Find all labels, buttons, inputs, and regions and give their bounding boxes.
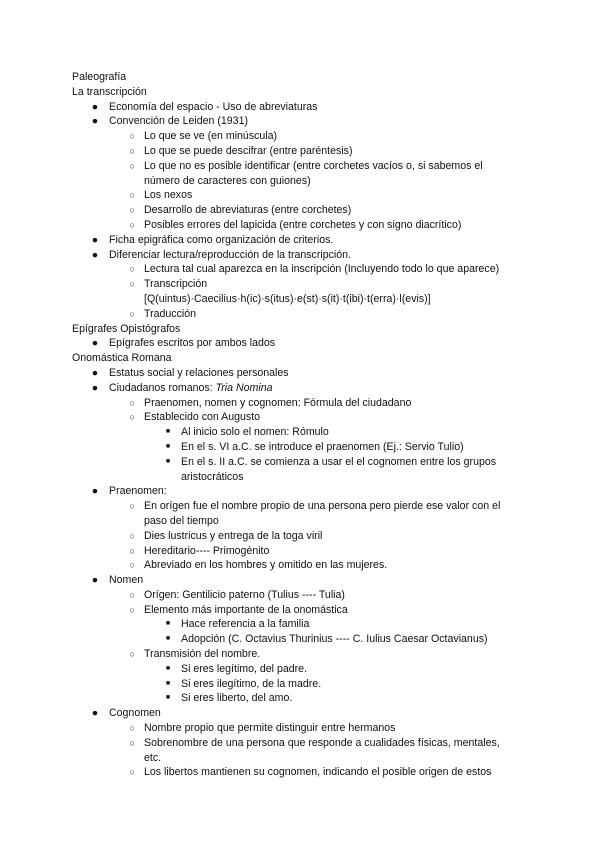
bullet-icon: ○ [129,131,135,142]
italic-term: Tria Nomina [215,381,273,394]
bullet-icon: ■ [165,442,171,450]
list-item: ● Epígrafes escritos por ambos lados [91,337,276,350]
list-item: ● Economía del espacio - Uso de abreviaturas [91,100,318,113]
bullet-icon: ● [91,337,99,350]
list-item: ■ Hace referencia a la familia [72,617,532,632]
list-item: ● Convención de Leiden (1931) [91,115,248,128]
bullet-icon: ○ [129,649,135,660]
list-item: ○ Hereditario---- Primogénito [72,544,532,559]
bullet-icon: ○ [129,145,135,156]
transcription-example: [Q(uintus)·Caecilius·h(ic)·s(itus)·e(st)·s(it)·t(ibi)·t(erra)·l(evis)] [144,292,431,305]
list-item-continuation: número de caracteres con guiones) [144,174,311,187]
bullet-icon: ● [91,115,99,128]
bullet-icon: ○ [129,264,135,275]
list-item: ● Estatus social y relaciones personales [91,366,289,379]
list-item: ● Praenomen: [91,485,167,498]
bullet-icon: ○ [129,219,135,230]
list-item: ○ Establecido con Augusto [72,410,532,425]
list-item: ■ Adopción (C. Octavius Thurinius ---- C. Iulius Caesar Octavianus) [72,632,532,647]
list-item: ○ Elemento más importante de la onomástica [72,603,532,618]
bullet-icon: ● [91,485,99,498]
bullet-icon: ○ [129,737,135,748]
bullet-icon: ○ [129,560,135,571]
bullet-icon: ■ [165,679,171,687]
section-heading-transcripcion: La transcripción [72,85,147,98]
list-item: ○ Lectura tal cual aparezca en la inscripción (Incluyendo todo lo que aparece) [72,262,532,277]
bullet-icon: ● [91,381,99,394]
list-item: ○ Transcripción [72,277,532,292]
list-item: ○ Desarrollo de abreviaturas (entre corchetes) [72,203,532,218]
bullet-icon: ■ [165,694,171,702]
list-item: ● Diferenciar lectura/reproducción de la transcripción. [91,248,352,261]
list-item: ● Ciudadanos romanos: Tria Nomina [91,381,273,394]
list-item: ○ En orígen fue el nombre propio de una persona pero pierde ese valor con el [72,499,532,514]
list-item: ○ Praenomen, nomen y cognomen: Fórmula del ciudadano [72,396,532,411]
list-item: ○ Los nexos [72,188,532,203]
list-item: ○ Sobrenombre de una persona que responde a cualidades físicas, mentales, [72,736,532,751]
section-heading-onomastica: Onomástica Romana [72,352,172,365]
bullet-icon: ● [91,574,99,587]
document-title: Paleografía [72,71,127,83]
list-item: ■ Al inicio solo el nomen: Rómulo [72,425,532,440]
bullet-icon: ○ [129,723,135,734]
bullet-icon: ○ [129,530,135,541]
bullet-icon: ○ [129,412,135,423]
bullet-icon: ○ [129,190,135,201]
list-item-continuation: etc. [144,751,162,764]
list-item: ○ Traducción [72,307,532,322]
bullet-icon: ○ [129,501,135,512]
bullet-icon: ■ [165,635,171,643]
bullet-icon: ■ [165,664,171,672]
list-item: ○ Nombre propio que permite distinguir entre hermanos [72,721,532,736]
list-item: ■ Si eres ilegítimo, de la madre. [72,677,532,692]
bullet-icon: ○ [129,308,135,319]
bullet-icon: ○ [129,767,135,778]
bullet-icon: ■ [165,428,171,436]
list-item: ○ Lo que se ve (en minúscula) [72,129,532,144]
document-page [72,70,532,780]
bullet-icon: ■ [165,457,171,465]
bullet-icon: ● [91,366,99,379]
list-item-continuation: paso del tiempo [144,514,219,527]
list-item: ● Cognomen [91,707,161,720]
list-item: ○ Posibles errores del lapicida (entre corchetes y con signo diacrítico) [72,218,532,233]
list-item: ○ Dies lustricus y entrega de la toga viril [72,529,532,544]
list-item: ■ Si eres legítimo, del padre. [72,662,532,677]
bullet-icon: ○ [129,604,135,615]
list-item: ○ Abreviado en los hombres y omitido en las mujeres. [72,558,532,573]
list-item: ● Ficha epigráfica como organización de criterios. [91,233,334,246]
list-item: ○ Lo que no es posible identificar (entre corchetes vacíos o, si sabemos el [72,159,532,174]
list-item: ○ Orígen: Gentilicio paterno (Tulius ---- Tulia) [72,588,532,603]
list-item: ■ En el s. VI a.C. se introduce el praenomen (Ej.: Servio Tulio) [72,440,532,455]
list-item: ● Nomen [91,574,144,587]
bullet-icon: ○ [129,545,135,556]
list-item: ○ Transmisión del nombre. [72,647,532,662]
bullet-icon: ● [91,100,99,113]
bullet-icon: ○ [129,397,135,408]
bullet-icon: ○ [129,279,135,290]
bullet-icon: ● [91,707,99,720]
bullet-icon: ● [91,248,99,261]
list-item: ■ En el s. II a.C. se comienza a usar el el cognomen entre los grupos [72,455,532,470]
list-item: ○ Lo que se puede descifrar (entre paréntesis) [72,144,532,159]
list-item-continuation: aristocráticos [181,470,244,483]
list-item: ○ Los libertos mantienen su cognomen, indicando el posible origen de estos [72,765,532,780]
bullet-icon: ■ [165,620,171,628]
bullet-icon: ○ [129,205,135,216]
bullet-icon: ○ [129,160,135,171]
list-item: ■ Si eres liberto, del amo. [72,691,532,706]
bullet-icon: ○ [129,589,135,600]
section-heading-opistografos: Epígrafes Opistógrafos [72,322,181,335]
bullet-icon: ● [91,233,99,246]
